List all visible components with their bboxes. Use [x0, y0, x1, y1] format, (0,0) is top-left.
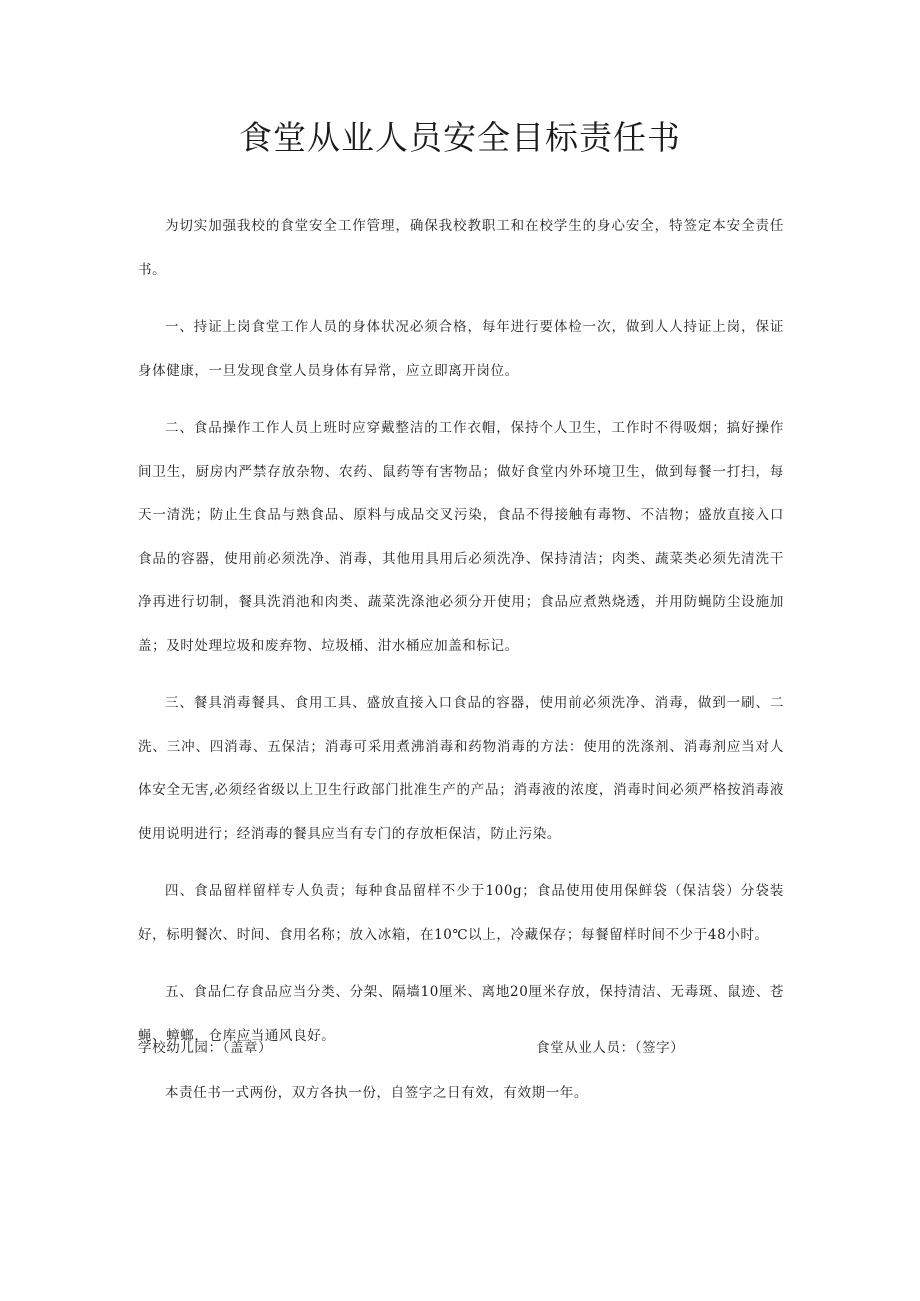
paragraph-closing: 本责任书一式两份，双方各执一份，自签字之日有效，有效期一年。 — [165, 1085, 588, 1101]
paragraph-section-3: 三、餐具消毒餐具、食用工具、盛放直接入口食品的容器，使用前必须洗净、消毒，做到一刷、二洗、三冲、四消毒、五保洁；消毒可采用煮沸消毒和药物消毒的方法：使用的洗涤剂、消毒剂应当对人体安全无害,必须经省级以上卫生行政部门批准生产的产品；消毒液的浓度，消毒时间必须严格按消毒液使用说明进行；经消毒的餐具应当有专门的存放柜保洁，防止污染。 — [138, 695, 784, 842]
document-body — [138, 205, 784, 1130]
school-seal-label: 学校幼儿园：（盖章） — [138, 1040, 273, 1056]
paragraph-section-5: 五、食品仁存食品应当分类、分架、隔墙10厘米、离地20厘米存放，保持清洁、无毒斑、鼠迹、苍蝇、蟑螂，仓库应当通风良好。 — [138, 984, 784, 1044]
signature-block — [138, 1028, 784, 1068]
paragraph-section-2: 二、食品操作工作人员上班时应穿戴整洁的工作衣帽，保持个人卫生，工作时不得吸烟；搞好操作间卫生，厨房内严禁存放杂物、农药、鼠药等有害物品；做好食堂内外环境卫生，做到每餐一打扫，每天一清洗；防止生食品与熟食品、原料与成品交叉污染，食品不得接触有毒物、不洁物；盛放直接入口食品的容器，使用前必须洗净、消毒，其他用具用后必须洗净、保持清洁；肉类、蔬菜类必须先清洗干净再进行切制，餐具洗消池和肉类、蔬菜洗涤池必须分开使用；食品应煮熟烧透，并用防蝇防尘设施加盖；及时处理垃圾和废弃物、垃圾桶、泔水桶应加盖和标记。 — [138, 420, 784, 654]
paragraph-section-1: 一、持证上岗食堂工作人员的身体状况必须合格，每年进行要体检一次，做到人人持证上岗，保证身体健康，一旦发现食堂人员身体有异常，应立即离开岗位。 — [138, 319, 784, 379]
staff-signature-label: 食堂从业人员：（签字） — [536, 1040, 685, 1056]
document-title: 食堂从业人员安全目标责任书 — [239, 118, 681, 157]
paragraph-section-4: 四、食品留样留样专人负责；每种食品留样不少于100g；食品使用使用保鲜袋（保洁袋）分袋装好，标明餐次、时间、食用名称；放入冰箱，在10℃以上，冷藏保存；每餐留样时间不少于48小时。 — [138, 883, 784, 943]
paragraph-intro: 为切实加强我校的食堂安全工作管理，确保我校教职工和在校学生的身心安全，特签定本安全责任书。 — [138, 218, 784, 278]
